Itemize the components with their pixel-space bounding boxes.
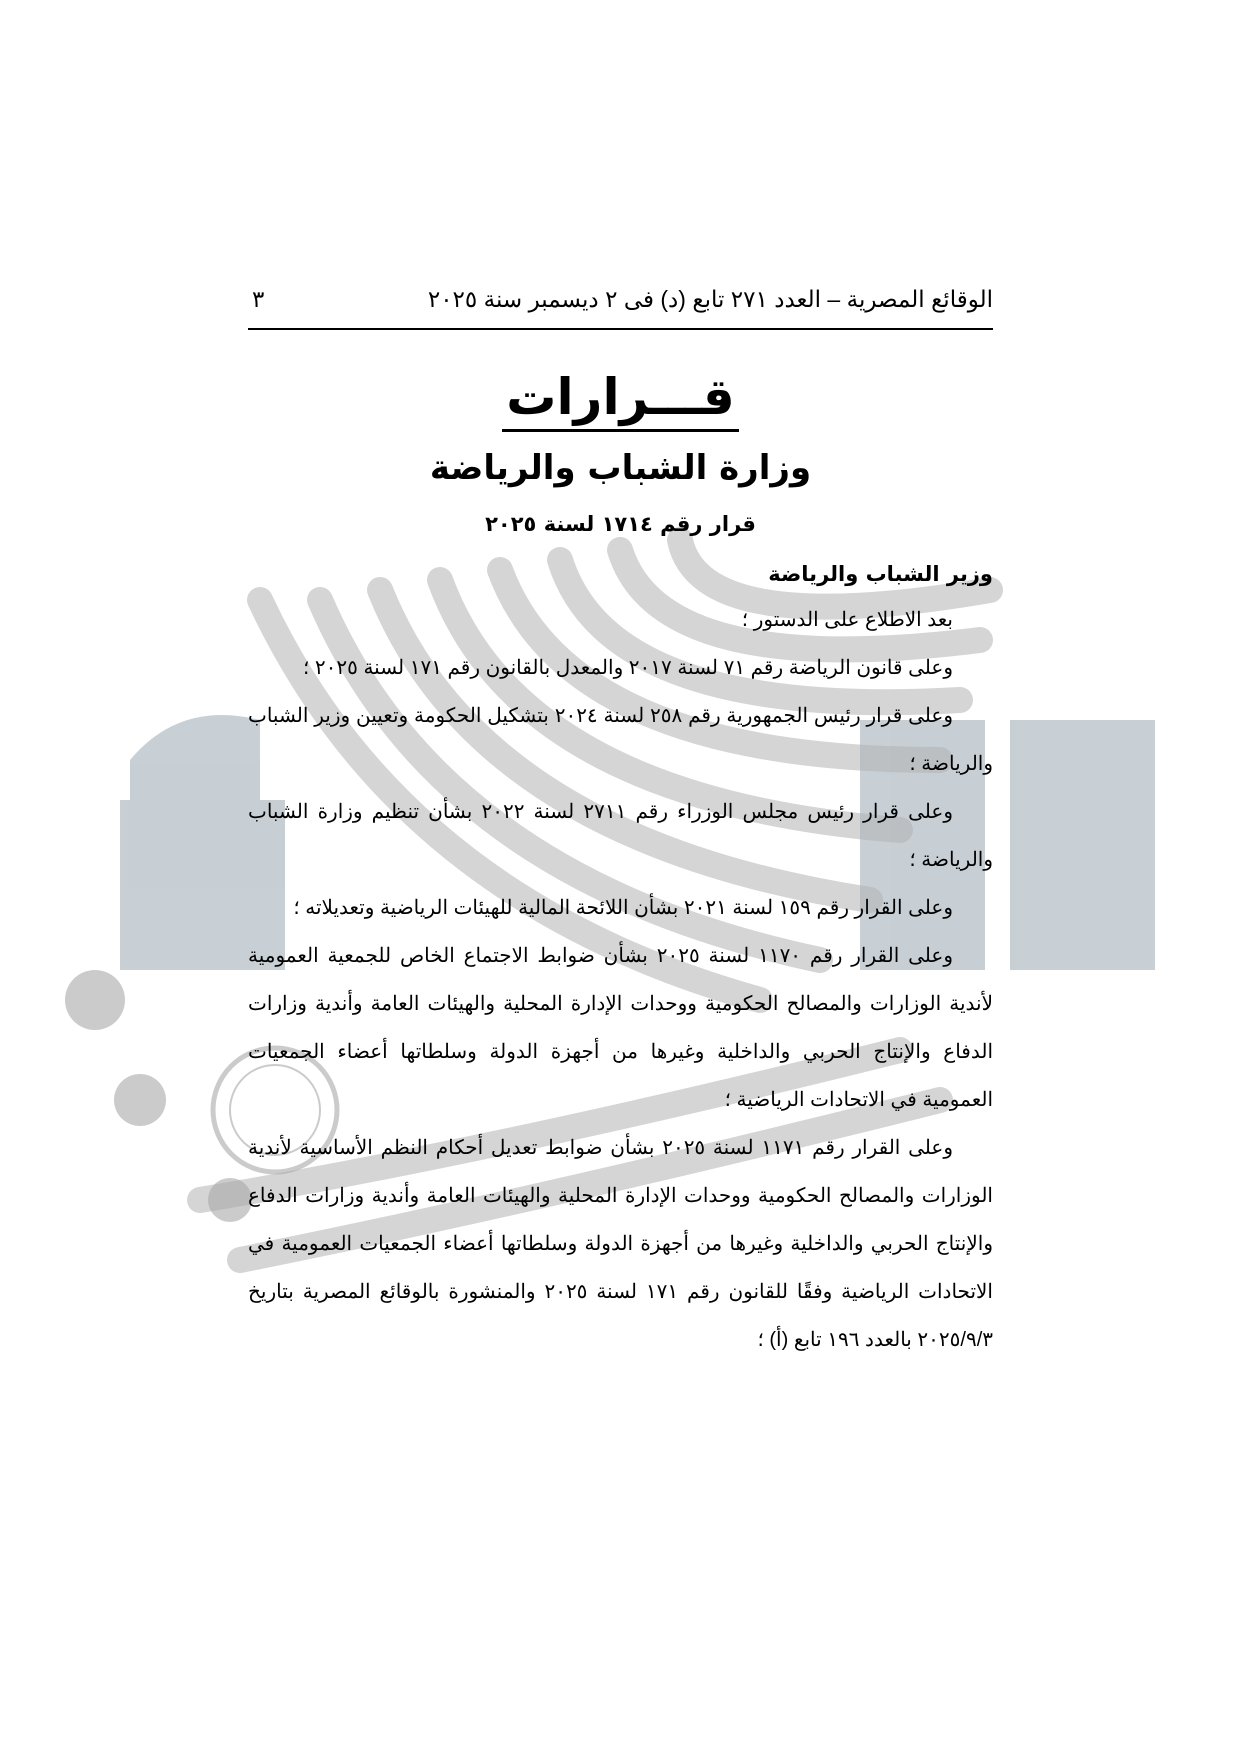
preamble-paragraph-1: بعد الاطلاع على الدستور ؛: [741, 609, 953, 631]
page-header: [248, 282, 993, 330]
section-title: قـــرارات: [502, 370, 738, 432]
preamble-paragraph-6: وعلى القرار رقم ١١٧٠ لسنة ٢٠٢٥ بشأن ضوابط الاجتماع الخاص للجمعية العمومية لأندية الوزارات والمصالح الحكومية ووحدات الإدارة المحلية والهيئات العامة وأندية وزارات الدفاع والإنتاج الحربي والداخلية وغيرها من أجهزة الدولة وسلطاتها أعضاء الجمعيات العمومية في الاتحادات الرياضية ؛: [248, 945, 993, 1111]
preamble-paragraph-4: وعلى قرار رئيس مجلس الوزراء رقم ٢٧١١ لسنة ٢٠٢٢ بشأن تنظيم وزارة الشباب والرياضة ؛: [248, 801, 993, 871]
page-number: ٣: [252, 286, 265, 312]
ministry-name: وزارة الشباب والرياضة: [429, 448, 812, 488]
gazette-header-title: الوقائع المصرية – العدد ٢٧١ تابع (د) فى ٢ ديسمبر سنة ٢٠٢٥: [427, 286, 993, 312]
preamble-paragraph-5: وعلى القرار رقم ١٥٩ لسنة ٢٠٢١ بشأن اللائحة المالية للهيئات الرياضية وتعديلاته ؛: [293, 897, 953, 919]
minister-heading: وزير الشباب والرياضة: [768, 562, 993, 586]
preamble-paragraph-2: وعلى قانون الرياضة رقم ٧١ لسنة ٢٠١٧ والمعدل بالقانون رقم ١٧١ لسنة ٢٠٢٥ ؛: [303, 657, 953, 679]
decision-number: قرار رقم ١٧١٤ لسنة ٢٠٢٥: [485, 512, 756, 536]
document-body: [248, 282, 993, 1364]
preamble-paragraph-7: وعلى القرار رقم ١١٧١ لسنة ٢٠٢٥ بشأن ضوابط تعديل أحكام النظم الأساسية لأندية الوزارات والمصالح الحكومية ووحدات الإدارة المحلية والهيئات العامة وأندية وزارات الدفاع والإنتاج الحربي والداخلية وغيرها من أجهزة الدولة وسلطاتها أعضاء الجمعيات العمومية في الاتحادات الرياضية وفقًا للقانون رقم ١٧١ لسنة ٢٠٢٥ والمنشورة بالوقائع المصرية بتاريخ ٢٠٢٥/٩/٣ بالعدد ١٩٦ تابع (أ) ؛: [248, 1137, 993, 1351]
preamble-paragraph-3: وعلى قرار رئيس الجمهورية رقم ٢٥٨ لسنة ٢٠٢٤ بتشكيل الحكومة وتعيين وزير الشباب والرياضة ؛: [248, 705, 993, 775]
